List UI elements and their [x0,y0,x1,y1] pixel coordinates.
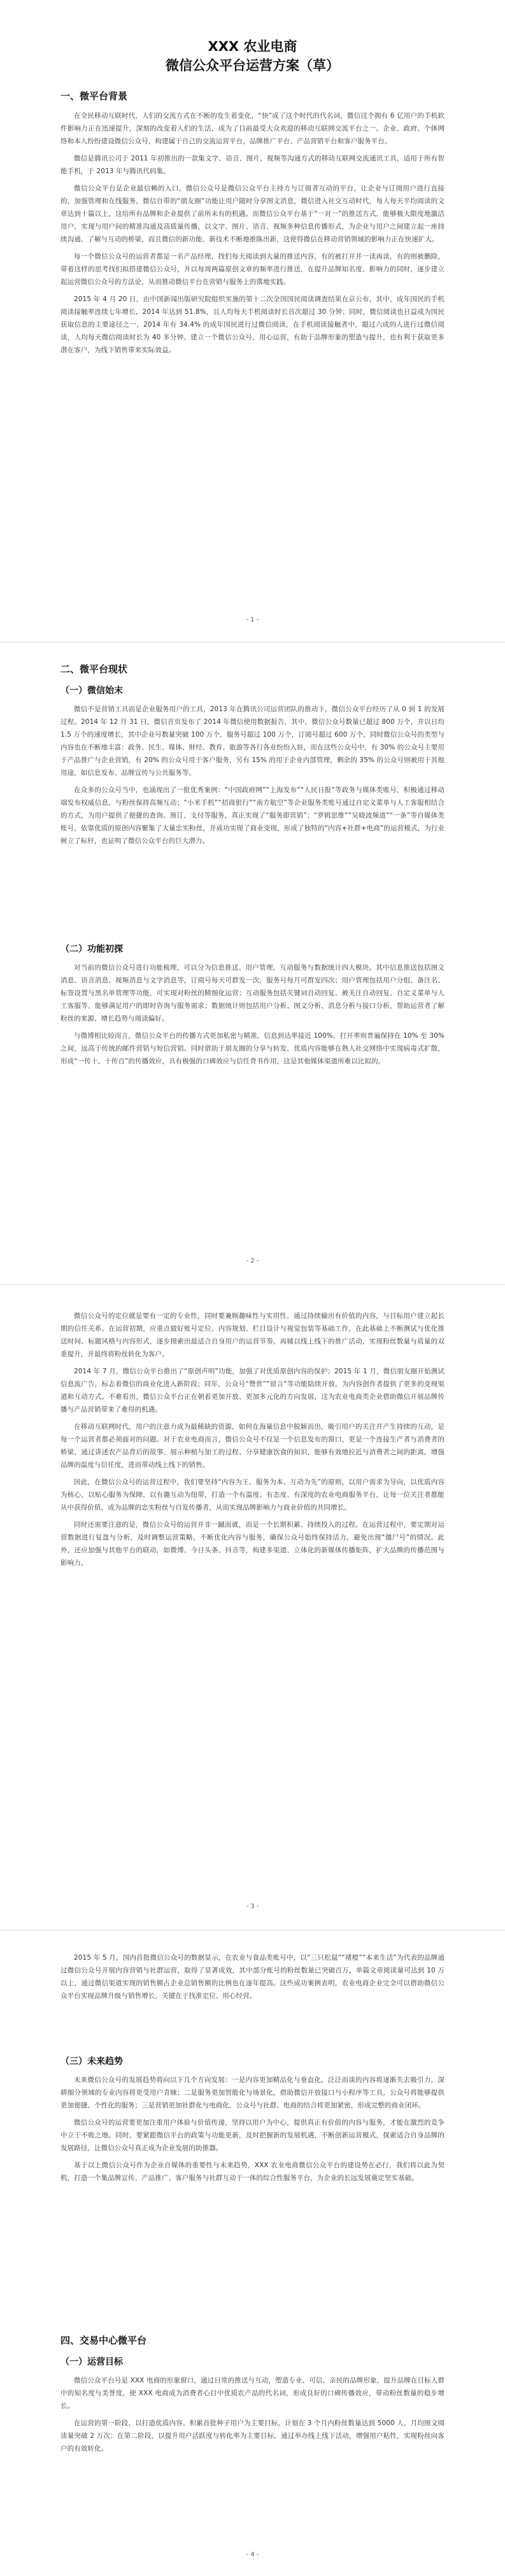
subsection-heading-2-1: （一）微信始末 [60,686,123,696]
paragraph: 因此，在微信公众号的运营过程中，我们要坚持“内容为王、服务为本、互动为先”的原则，以用户需求为导向，以优质内容为核心，以贴心服务为保障，以有趣互动为纽带，打造一个有温度、有态度、有深度的农业电商服务平台，让每一位关注者都能从中获得价值，成为品牌的忠实粉丝与自发传播者，从而实现品牌影响力与商业价值的共同增长。 [60,1478,445,1511]
subsection-heading-4-1: （一）运营目标 [60,2357,123,2367]
section-heading-2: 二、微平台现状 [60,663,128,675]
page-number: - 3 - [246,1903,259,1910]
page-3 [0,1287,505,1930]
paragraph: 微信公众号的运营要更加注重用户体验与价值传递，坚持以用户为中心，提供真正有价值的内容与服务，才能在激烈的竞争中立于不败之地。同时，要紧跟微信平台的政策与功能更新，及时把握新的发展机遇，不断创新运营模式，探索适合自身品牌的发展路径，让微信公众号真正成为企业发展的助推器。 [60,2119,445,2152]
paragraph: 2015 年 5 月，国内首批微信公众号的数据显示，在农业与食品类账号中，以“三只松鼠”“褚橙”“本来生活”为代表的品牌通过微信公众号开展内容营销与社群运营，取得了显著成效，其中部分账号的粉丝数量已突破百万，单篇文章阅读量可达到 10 万以上，通过微信渠道实现的销售额占企业总销售额的比例也在逐年提高。这些成功案例表明，农业电商企业完全可以借助微信公众平台实现品牌升级与销售增长，关键在于找准定位、用心经营。 [60,1954,445,2000]
page-2 [0,644,505,1284]
page-4 [0,1932,505,2576]
paragraph: 对当前的微信公众号进行功能梳理，可以分为信息推送、用户管理、互动服务与数据统计四大模块。其中信息推送包括图文消息、语音消息、视频消息与文字消息等，订阅号每天可群发一次，服务号每月可群发四次；用户管理包括用户分组、备注名、标签设置与黑名单管理等功能，可实现对粉丝的精细化运营；互动服务包括关键词自动回复、被关注自动回复、自定义菜单与人工客服等，能够满足用户的即时咨询与服务需求；数据统计则包括用户分析、图文分析、消息分析与接口分析，帮助运营者了解粉丝的来源、增长趋势与阅读偏好。 [60,964,445,1023]
paragraph: 2015 年 4 月 20 日，由中国新闻出版研究院组织实施的第十二次全国国民阅读调查结果在京公布，其中，成年国民的手机阅读接触率连续七年增长，2014 年达到 51.8%，且人均每天手机阅读时长首次超过 30 分钟；同时，微信阅读也日益成为国民获取信息的主要途径之一，2014 年有 34.4% 的成年国民进行过微信阅读，在手机阅读接触者中，超过六成的人进行过微信阅读，人均每天微信阅读时长为 40 多分钟。建立一个微信公众号，用心运营，有助于品牌形象的塑造与提升，也有利于获取更多潜在客户，为线下销售带来实际效益。 [60,295,445,354]
paragraph: 每一个微信公众号的运营者都是一名产品经理，找们每天阅读到大量的推送内容，有的被打开并一读再读，有的则被删除，带着这样的思考找们拟搭建微信公众号，并以每周两篇原创文章的频率进行推送，在提升品牌知名度、影响力的同时，逐步建立起运营微信公众号的方法论，从而推动微信平台在营销与服务上的落地实践。 [60,253,445,286]
page-number: - 2 - [246,1257,259,1264]
paragraph: 同时还需要注意的是，微信公众号的运营并非一蹴而就，而是一个长期积累、持续投入的过程。在运营过程中，要定期对运营数据进行复盘与分析，及时调整运营策略，不断优化内容与服务，确保公众号始终保持活力，避免出现“僵尸号”的情况。此外，还应加强与其他平台的联动，如微博、今日头条、抖音等，构建多渠道、立体化的新媒体传播矩阵，扩大品牌的传播范围与影响力。 [60,1521,445,1567]
paragraph: 与微博相比较而言，微信公众平台的传播方式更加私密与精准，信息到达率接近 100%，打开率则普遍保持在 10% 至 30% 之间，远高于传统的邮件营销与短信营销。同时借助于朋友圈的分享与转发，优质内容能够在熟人社交网络中实现病毒式扩散，形成“一传十、十传百”的传播效应，具有极强的口碑效应与信任背书作用，这是其他媒体渠道所难以比拟的。 [60,1032,445,1065]
paragraph: 基于以上微信公众号作为企业自媒体的重要性与未来趋势，XXX 农业电商微信公众平台的建设势在必行，我们将以此为契机，打造一个集品牌宣传、产品推广、客户服务与社群互动于一体的综合性服务平台，为企业的长远发展奠定坚实基础。 [60,2162,445,2182]
section-heading-1: 一、微平台背景 [60,90,128,102]
paragraph: 微信公众号的定位就是要有一定的专业性，同时要兼顾趣味性与实用性，通过持续输出有价值的内容，与目标用户建立起长期的信任关系。在运营初期，应重点做好账号定位、内容规划、栏目设计与视觉包装等基础工作，在此基础上不断测试与优化推送时间、标题风格与内容形式，逐步摸索出最适合自身用户的运营节奏，再辅以线上线下的推广活动，实现粉丝数量与质量的双重提升，并最终将粉丝转化为客户。 [60,1312,445,1358]
paragraph: 微信公众平台是企业最信赖的入口，微信公众号是微信公众平台主持方与订阅者互动的平台，让企业与订阅用户进行直接的，加强管理和在线服务，微信自带的“朋友圈”功能让用户随时分享图文消息，微信进入社交互动时代，每人每天平均阅读的文章达到十篇以上，这给所有品牌和企业提供了前所未有的机遇。而微信公众平台基于“一对一”的推送方式，能够极大限度地激活用户，实现与用户间的精准沟通及高质量传播，以文字、图片、语音、视频多种信息传播形式，为企业与用户之间建立起一座持续沟通、了解与互动的桥梁，而且微信的新功能、新技术不断地推陈出新，这使得微信在移动营销领域的影响力正在快速扩大。 [60,185,445,243]
page-divider [0,1284,505,1285]
paragraph: 在众多的公众号当中，也涌现出了一批优秀案例：“中国政府网”“上海发布”“人民日报”等政务与媒体类账号，积极通过移动端发布权威信息，与粉丝保持高频互动；“小米手机”“招商银行”“南方航空”等企业服务类账号通过自定义菜单与人工客服相结合的方式，为用户提供了便捷的查询、预订、支付等服务，真正实现了“服务即营销”；“罗辑思维”“吴晓波频道”“一条”等自媒体类账号，依靠优质的原创内容聚集了大量忠实粉丝，并成功实现了商业变现，形成了独特的“内容+社群+电商”的运营模式，为行业树立了标杆，也证明了微信公众平台的巨大潜力。 [60,786,445,845]
document-title-line2: 微信公众平台运营方案（草） [166,58,339,73]
subsection-heading-2-2: （二）功能初探 [60,944,123,954]
paragraph: 在全民移动互联时代，人们的交流方式在不断的发生着变化，“快”成了这个时代的代名词，微信这个拥有 6 亿用户的手机软件影响力正在迅速提升，深刻的改变着人们的生活，成为了目前最受大众欢迎的移动互联网交流平台之一。企业、政府、个体网络和本人纷纷建设微信公众号，构建属于自己的交流运营平台，品牌推广平台、产品营销平台和客户服务平台。 [60,112,445,145]
paragraph: 微信不是营销工具而是企业服务用户的工具，2013 年在腾讯公司运营团队的推动下，微信公众平台经历了从 0 到 1 的发展过程。2014 年 12 月 31 日，微信首页发布了 2014 年微信使用数据报告，其中，微信公众号数量已超过 800 万个，并以日均 1.5 万个的速度增长，其中企业号数量突破 100 万个，服务号超过 100 万个，订阅号超过 600 万个，同时微信公众号的类型与内容也在不断地丰富：政务、民生、媒体、财经、教育、旅游等各行各业纷纷入驻，而在这些公众号中，有 30% 的公众号主要用于产品推广与企业营销，有 20% 的公众号用于客户服务，另有 15% 的用于企业内部管理，剩余的 35% 的公众号则被用于其他用途，如信息发布、品牌宣传与公共服务等。 [60,705,445,777]
paragraph: 未来微信公众号的发展趋势将向以下几个方向发展：一是内容更加精品化与垂直化，泛泛而谈的内容将逐渐失去吸引力，深耕细分领域的专业内容将更受用户青睐；二是服务更加智能化与场景化，借助微信开放接口与小程序等工具，公众号将能够提供更加便捷、个性化的服务；三是营销更加社群化与电商化，公众号与社群、电商的结合将更加紧密，形成完整的商业闭环。 [60,2076,445,2109]
paragraph: 微信是腾讯公司于 2011 年初推出的一款集文字、语音、图片、视频等沟通方式的移动互联网交流通讯工具，适用于所有智能手机，于 2013 年与腾讯代码集。 [60,155,445,175]
section-heading-4: 四、交易中心微平台 [60,2335,147,2346]
subsection-heading-2-3: （三）未来趋势 [60,2056,123,2067]
page-1 [0,0,505,643]
paragraph: 在运营的第一阶段，以打造优质内容、积累首批种子用户为主要目标，计划在 3 个月内粉丝数量达到 5000 人，月均图文阅读量突破 2 万次；在第二阶段，以提升用户活跃度与转化率为主要目标，通过举办线上线下活动，增强用户粘性，实现粉丝向客户的有效转化。 [60,2419,445,2452]
paragraph: 在移动互联网时代，用户的注意力成为最稀缺的资源，如何在海量信息中脱颖而出，吸引用户的关注并产生持续的互动，是每一个运营者都必须面对的问题。对于农业电商而言，微信公众号不仅是一个信息发布的窗口，更是一个连接生产者与消费者的桥梁，通过讲述农产品背后的故事、展示种植与加工的过程、分享健康饮食的知识，能够有效地拉近与消费者之间的距离，增强品牌的温度与信任度，进而带动线上线下的销售。 [60,1423,445,1469]
page-number: - 4 - [246,2551,259,2558]
page-number: - 1 - [246,616,259,623]
document-title-line1: XXX 农业电商 [208,39,297,54]
paragraph: 微信公众平台号是 XXX 电商的形象窗口，通过日常的推送与互动，塑造专业、可信、亲民的品牌形象，提升品牌在目标人群中的知名度与美誉度，使 XXX 电商成为消费者心目中优质农产品的代名词，形成良好的口碑传播效应，带动粉丝数量的稳步增长。 [60,2377,445,2410]
paragraph: 2014 年 7 月，微信公众平台推出了“原创声明”功能，加强了对优质原创内容的保护；2015 年 1 月，微信朋友圈开始测试信息流广告，标志着微信的商业化进入新阶段；同年，公众号“赞赏”“留言”等功能陆续开放，为内容创作者提供了更多的变现渠道和互动方式。不难看出，微信公众平台正在朝着更加开放、更加多元化的方向发展，这为农业电商类企业借助微信开展品牌传播与产品营销带来了难得的机遇。 [60,1368,445,1413]
